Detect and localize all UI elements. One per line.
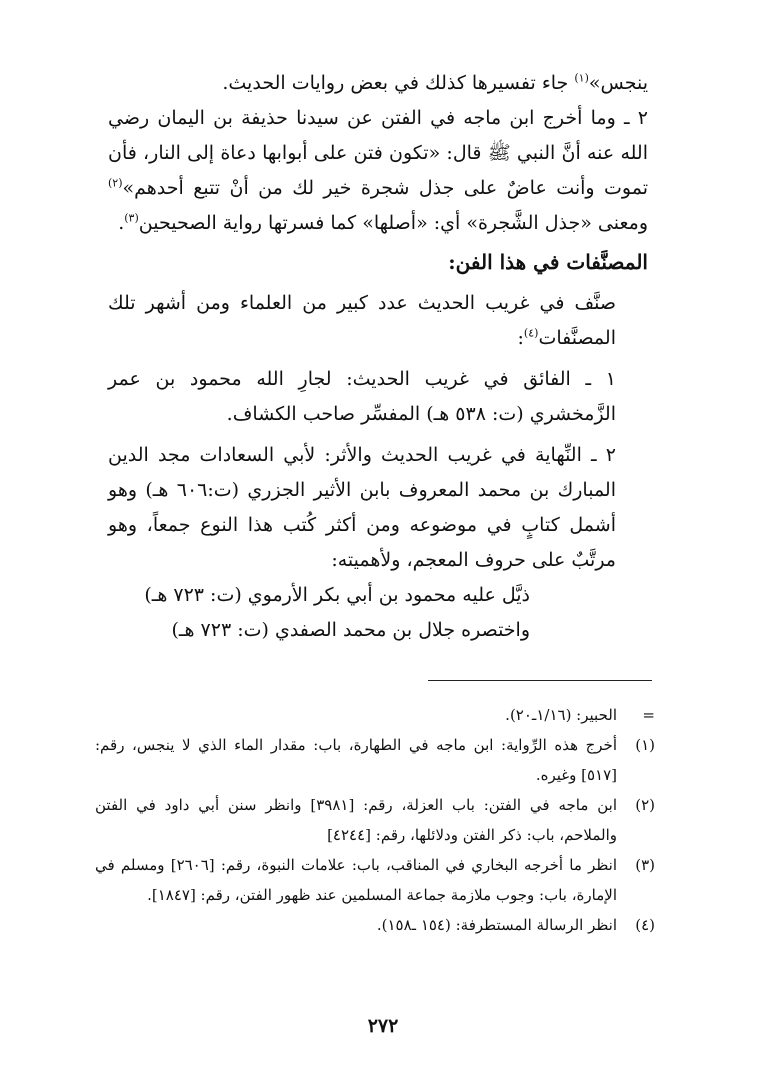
footnote-3: (٣) انظر ما أخرجه البخاري في المناقب، باب: علامات النبوة، رقم: [٢٦٠٦] ومسلم في الإمارة، باب: وجوب ملازمة جماعة المسلمين عند ظهور الفتن، رقم: [١٨٤٧]. bbox=[95, 856, 655, 904]
paragraph-3: صنَّف في غريب الحديث عدد كبير من العلماء ومن أشهر تلك المصنَّفات$^{(٤)}$: bbox=[108, 292, 616, 349]
list-item-1: ١ ـ الفائق في غريب الحديث: لجارِ الله محمود بن عمر الزَّمخشري (ت: ٥٣٨ هـ) المفسِّر صاحب الكشاف. bbox=[108, 368, 616, 425]
page-number: ٢٧٢ bbox=[367, 1015, 399, 1037]
footnotes bbox=[95, 700, 655, 940]
sub-item-2: واختصره جلال بن محمد الصفدي (ت: ٧٢٣ هـ) bbox=[171, 619, 530, 641]
footnote-4: (٤) انظر الرسالة المستطرفة: (١٥٤ ـ١٥٨). bbox=[376, 916, 655, 934]
paragraph-1: ينجس»$^{(١)}$ جاء تفسيرها كذلك في بعض روايات الحديث. bbox=[222, 71, 648, 94]
footnote-separator bbox=[428, 680, 652, 681]
footnote-continuation: = الحبير: (١/١٦ـ٢٠). bbox=[505, 706, 655, 724]
main-text bbox=[108, 66, 648, 648]
footnote-ref-3[interactable]: (٣) bbox=[124, 211, 139, 225]
footnote-2: (٢) ابن ماجه في الفتن: باب العزلة، رقم: [٣٩٨١] وانظر سنن أبي داود في الفتن والملاحم، باب: ذكر الفتن ودلائلها، رقم: [٤٢٤٤] bbox=[95, 796, 655, 844]
footnote-ref-2[interactable]: (٢) bbox=[108, 176, 123, 190]
footnote-1: (١) أخرج هذه الرِّواية: ابن ماجه في الطهارة، باب: مقدار الماء الذي لا ينجس، رقم: [٥١٧] وغيره. bbox=[95, 736, 655, 784]
footnote-ref-4[interactable]: (٤) bbox=[523, 326, 539, 340]
footnote-ref-1[interactable]: (١) bbox=[574, 71, 589, 85]
paragraph-2: ٢ ـ وما أخرج ابن ماجه في الفتن عن سيدنا حذيفة بن اليمان رضي الله عنه أنَّ النبي ﷺ قال: «تكون فتن على أبوابها دعاة إلى النار، فأن تموت وأنت عاضٌ على جذل شجرة خير لك من أنْ تتبع أحدهم»$^{(٢)}$ ومعنى «جذل الشَّجرة» أي: «أصلها» كما فسرتها رواية الصحيحين$^{(٣)}$. bbox=[108, 107, 648, 234]
sub-item-1: ذيَّل عليه محمود بن أبي بكر الأرموي (ت: ٧٢٣ هـ) bbox=[144, 584, 530, 606]
list-item-2: ٢ ـ النِّهاية في غريب الحديث والأثر: لأبي السعادات مجد الدين المبارك بن محمد المعروف بابن الأثير الجزري (ت:٦٠٦ هـ) وهو أشمل كتابٍ في موضوعه ومن أكثر كُتب هذا النوع جمعاً، وهو مرتَّبٌ على حروف المعجم، ولأهميته: bbox=[108, 444, 616, 571]
section-heading: المصنَّفات في هذا الفن: bbox=[448, 250, 648, 274]
